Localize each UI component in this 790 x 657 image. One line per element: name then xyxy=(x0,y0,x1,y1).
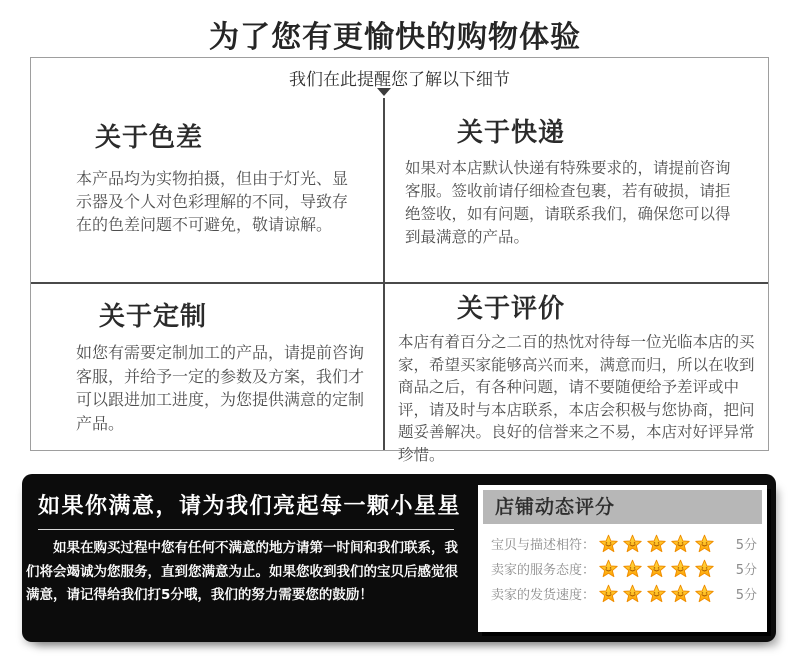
section-customization-body: 如您有需要定制加工的产品，请提前咨询客服，并给予一定的参数及方案，我们才可以跟进加工进度，为您提供满意的定制产品。 xyxy=(76,343,365,433)
rating-score: 5分 xyxy=(735,563,757,578)
rating-score: 5分 xyxy=(735,588,757,603)
star-icon xyxy=(671,559,690,578)
star-icon xyxy=(599,534,618,553)
section-review-heading: 关于评价 xyxy=(457,294,566,324)
details-notice-box xyxy=(30,57,769,464)
banner-divider xyxy=(38,529,454,530)
star-icon xyxy=(623,559,642,578)
banner-body: 如果在购买过程中您有任何不满意的地方请第一时间和我们联系，我们将会竭诚为您服务，直到您满意为止。如果您收到我们的宝贝后感觉很满意，请记得给我们打5分哦，我们的努力需要您的鼓励！ xyxy=(26,540,458,603)
star-rating xyxy=(599,584,714,603)
star-icon xyxy=(599,559,618,578)
section-color-body: 本产品均为实物拍摄，但由于灯光、显示器及个人对色彩理解的不同，导致存在的色差问题不可避免，敬请谅解。 xyxy=(76,169,349,234)
banner-text-area xyxy=(22,474,492,642)
star-icon xyxy=(671,584,690,603)
rating-panel-title: 店铺动态评分 xyxy=(483,490,762,524)
section-review xyxy=(385,284,768,464)
page-title: 为了您有更愉快的购物体验 xyxy=(209,20,581,55)
triangle-down-icon xyxy=(377,88,391,96)
store-rating-panel xyxy=(478,485,767,632)
star-icon xyxy=(647,534,666,553)
star-icon xyxy=(671,534,690,553)
rating-label: 卖家的服务态度： xyxy=(491,563,596,578)
rating-row-description xyxy=(478,531,767,556)
rating-row-shipping xyxy=(478,581,767,606)
banner-headline: 如果你满意，请为我们亮起每一颗小星星 xyxy=(38,494,462,519)
star-icon xyxy=(695,584,714,603)
section-express xyxy=(385,98,768,282)
star-icon xyxy=(623,584,642,603)
rating-score: 5分 xyxy=(735,538,757,553)
star-icon xyxy=(695,534,714,553)
section-color-difference xyxy=(31,98,384,282)
rating-row-service xyxy=(478,556,767,581)
satisfaction-banner xyxy=(22,474,776,642)
section-customization xyxy=(31,284,384,450)
rating-label: 宝贝与描述相符： xyxy=(491,538,596,553)
star-rating xyxy=(599,559,714,578)
notice-subtitle: 我们在此提醒您了解以下细节 xyxy=(289,70,510,90)
star-icon xyxy=(599,584,618,603)
section-color-heading: 关于色差 xyxy=(95,123,204,153)
rating-label: 卖家的发货速度： xyxy=(491,588,596,603)
section-express-heading: 关于快递 xyxy=(457,118,566,148)
rating-rows xyxy=(478,531,767,606)
star-icon xyxy=(647,584,666,603)
star-icon xyxy=(695,559,714,578)
star-rating xyxy=(599,534,714,553)
section-customization-heading: 关于定制 xyxy=(99,302,208,332)
star-icon xyxy=(623,534,642,553)
star-icon xyxy=(647,559,666,578)
section-review-body: 本店有着百分之二百的热忱对待每一位光临本店的买家，希望买家能够高兴而来，满意而归，所以在收到商品之后，有各种问题，请不要随便给予差评或中评，请及时与本店联系，本店会积极与您协商，把问题妥善解决。良好的信誉来之不易，本店对好评异常珍惜。 xyxy=(398,333,755,464)
section-express-body: 如果对本店默认快递有特殊要求的，请提前咨询客服。签收前请仔细检查包裹，若有破损，请拒绝签收，如有问题，请联系我们，确保您可以得到最满意的产品。 xyxy=(405,159,731,246)
